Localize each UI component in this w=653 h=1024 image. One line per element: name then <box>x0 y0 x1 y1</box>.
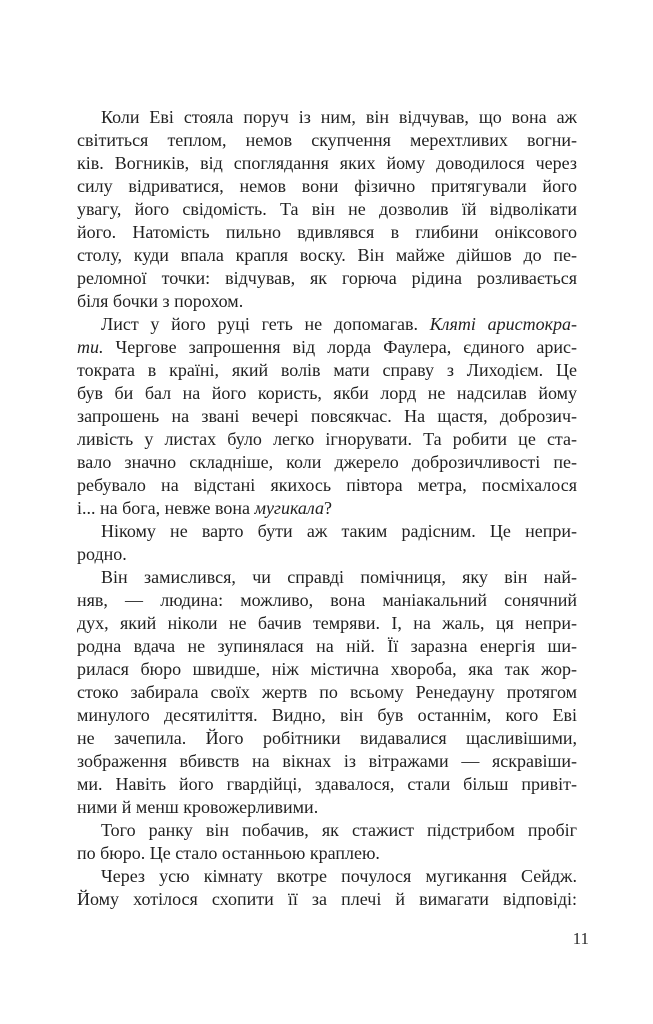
text-line <box>77 773 577 796</box>
text-line <box>77 221 577 244</box>
text-line <box>77 106 577 129</box>
text-segment: стоко забирала своїх жертв по всьому Ренедауну протягом <box>77 682 577 702</box>
text-line <box>77 428 577 451</box>
text-segment: столу, куди впала крапля воску. Він майже дійшов до пе- <box>77 245 577 265</box>
text-segment: світиться теплом, немов скупчення мерехтливих вогни- <box>77 130 577 150</box>
text-segment: не зачепила. Його робітники видавалися щасливішими, <box>77 728 577 748</box>
text-segment: Коли Еві стояла поруч із ним, він відчував, що вона аж <box>101 107 577 127</box>
paragraph <box>77 865 577 911</box>
paragraph <box>77 520 577 566</box>
text-segment: Через усю кімнату вкотре почулося мугикання Сейдж. <box>101 866 577 886</box>
text-line <box>77 796 577 819</box>
text-line <box>77 566 577 589</box>
text-segment: ків. Вогників, від споглядання яких йому доводилося через <box>77 153 577 173</box>
text-line <box>77 267 577 290</box>
text-segment: Лист у його руці геть не допомагав. <box>101 314 430 334</box>
text-line <box>77 888 577 911</box>
text-line <box>77 865 577 888</box>
text-line <box>77 658 577 681</box>
text-segment: ? <box>324 498 332 518</box>
text-segment: тократа в країні, який волів мати справу з Лиходієм. Це <box>77 360 577 380</box>
text-segment: ливість у листах було легко ігнорувати. Та робити це ста- <box>77 429 577 449</box>
text-line <box>77 382 577 405</box>
page-text-block <box>77 106 577 911</box>
text-line <box>77 635 577 658</box>
text-segment: дух, який ніколи не бачив темряви. І, на жаль, ця непри- <box>77 613 577 633</box>
text-segment: Він замислився, чи справді помічниця, яку він най- <box>101 567 577 587</box>
italic-text-segment: Кляті аристокра- <box>429 314 577 334</box>
text-segment: Чергове запрошення від лорда Фаулера, єдиного арис- <box>103 337 577 357</box>
text-line <box>77 842 577 865</box>
text-line <box>77 474 577 497</box>
text-segment: няв, — людина: можливо, вона маніакальний сонячний <box>77 590 577 610</box>
text-line <box>77 612 577 635</box>
text-segment: зображення вбивств на вікнах із вітражами — яскравіши- <box>77 751 577 771</box>
text-segment: силу відриватися, немов вони фізично притягували його <box>77 176 577 196</box>
text-segment: Йому хотілося схопити її за плечі й вимагати відповіді: <box>77 889 577 909</box>
text-line <box>77 359 577 382</box>
text-line <box>77 681 577 704</box>
text-line <box>77 520 577 543</box>
text-segment: ребувало на відстані якихось півтора метра, посміхалося <box>77 475 577 495</box>
text-segment: увагу, його свідомість. Та він не дозволив їй відволікати <box>77 199 577 219</box>
text-segment: біля бочки з порохом. <box>77 291 244 311</box>
paragraph <box>77 819 577 865</box>
text-segment: по бюро. Це стало останньою краплею. <box>77 843 380 863</box>
text-segment: минулого десятиліття. Видно, він був останнім, кого Еві <box>77 705 577 725</box>
page-number: 11 <box>572 929 589 948</box>
text-segment: вало значно складніше, коли джерело доброзичливості пе- <box>77 452 577 472</box>
italic-text-segment: мугикала <box>254 498 324 518</box>
text-line <box>77 405 577 428</box>
text-line <box>77 750 577 773</box>
text-line <box>77 819 577 842</box>
text-segment: запрошень на звані вечері повсякчас. На щастя, доброзич- <box>77 406 577 426</box>
italic-text-segment: ти. <box>77 337 104 357</box>
paragraph <box>77 566 577 819</box>
text-line <box>77 589 577 612</box>
text-segment: ми. Навіть його гвардійці, здавалося, стали більш привіт- <box>77 774 577 794</box>
text-line <box>77 704 577 727</box>
text-line <box>77 290 577 313</box>
text-segment: реломної точки: відчував, як горюча рідина розливається <box>77 268 577 288</box>
text-segment: родна вдача не зупинялася на ній. Її заразна енергія ши- <box>77 636 577 656</box>
text-segment: Того ранку він побачив, як стажист підстрибом пробіг <box>101 820 577 840</box>
text-line <box>77 451 577 474</box>
text-line <box>77 543 577 566</box>
text-line <box>77 244 577 267</box>
text-segment: його. Натомість пильно вдивлявся в глибини оніксового <box>77 222 577 242</box>
text-line <box>77 152 577 175</box>
text-line <box>77 175 577 198</box>
text-line <box>77 129 577 152</box>
text-line <box>77 497 577 520</box>
text-segment: ними й менш кровожерливими. <box>77 797 319 817</box>
text-line <box>77 727 577 750</box>
paragraph <box>77 106 577 313</box>
text-segment: родно. <box>77 544 127 564</box>
text-line <box>77 313 577 336</box>
text-segment: був би бал на його користь, якби лорд не надсилав йому <box>77 383 577 403</box>
text-segment: Нікому не варто бути аж таким радісним. Це непри- <box>101 521 577 541</box>
text-line <box>77 198 577 221</box>
text-segment: рилася бюро швидше, ніж містична хвороба, яка так жор- <box>77 659 577 679</box>
text-line <box>77 336 577 359</box>
text-segment: і... на бога, невже вона <box>77 498 255 518</box>
paragraph <box>77 313 577 520</box>
